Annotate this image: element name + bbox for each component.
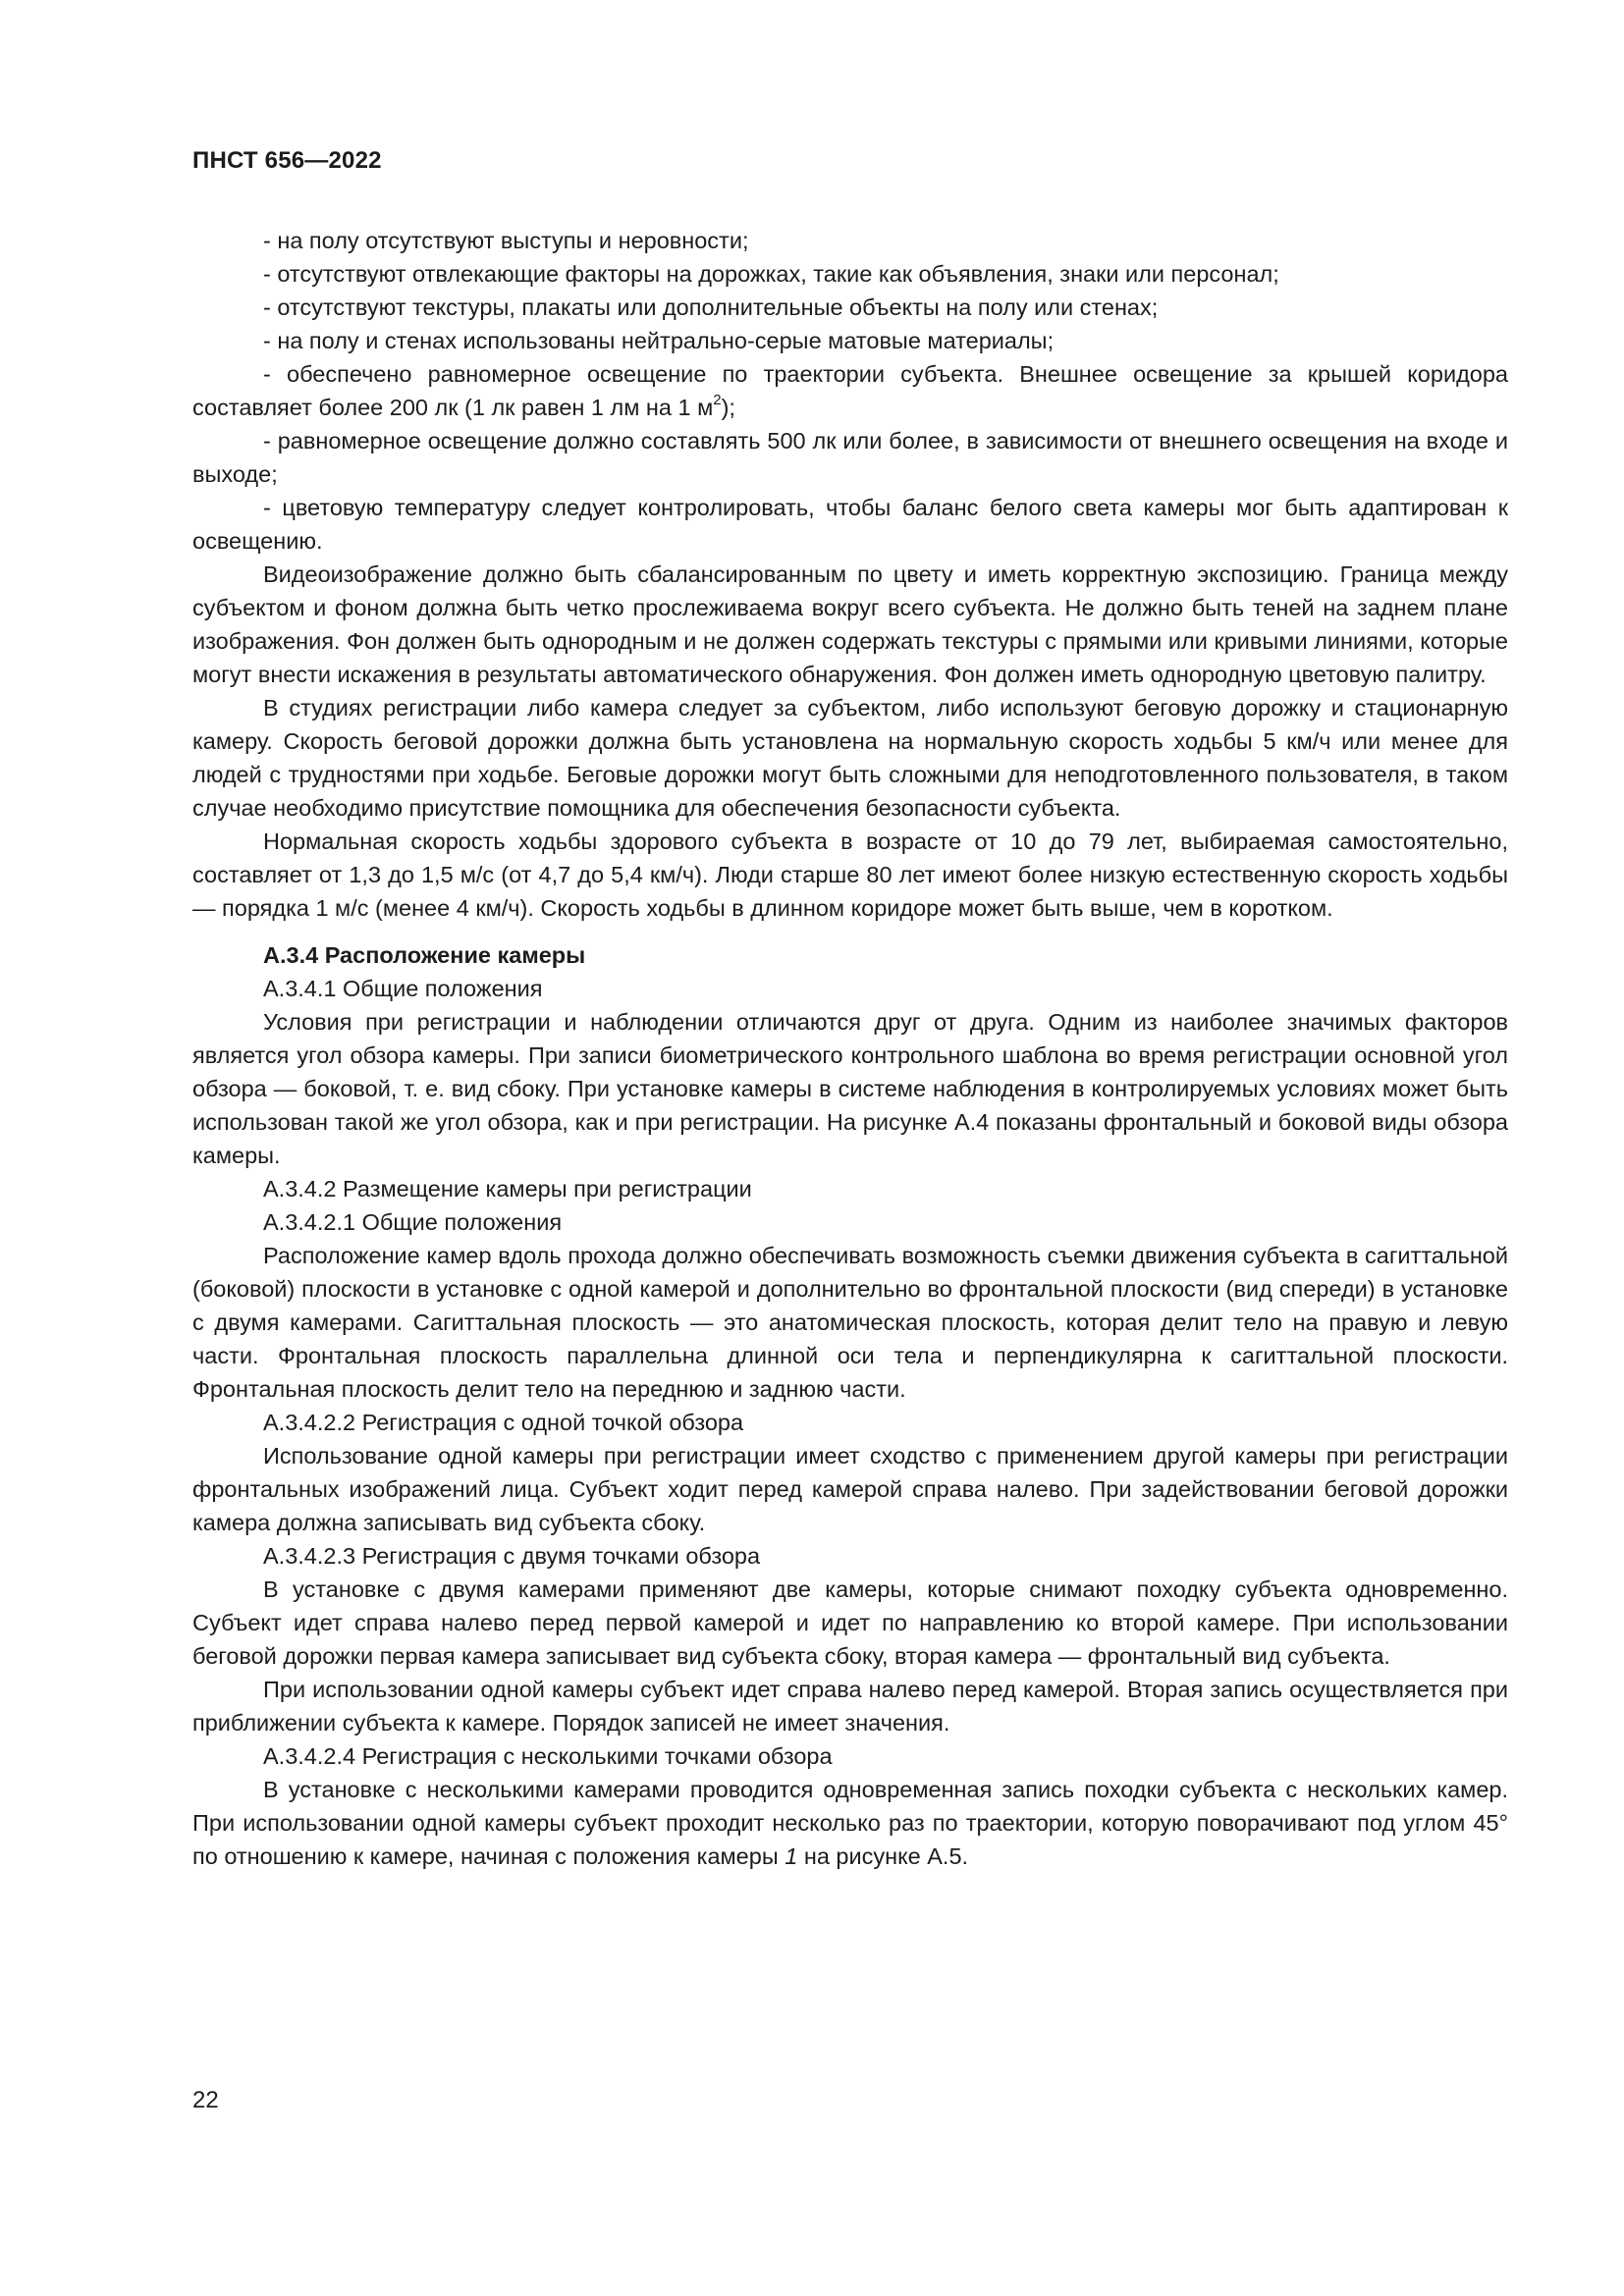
paragraph: Расположение камер вдоль прохода должно обеспечивать возможность съемки движения субъекта в сагиттальной (боковой) плоскости в установке с одной камерой и дополнительно во фронтальной плоскости (вид спереди) в установке с двумя камерами. Сагиттальная плоскость — это анатомическая плоскость, которая делит тело на правую и левую части. Фронтальная плоскость параллельна длинной оси тела и перпендикулярна к сагиттальной плоскости. Фронтальная плоскость делит тело на переднюю и заднюю части. <box>192 1243 1508 1402</box>
list-item: - отсутствуют отвлекающие факторы на дорожках, такие как объявления, знаки или персонал; <box>263 261 1279 287</box>
section-heading: А.3.4 Расположение камеры <box>263 942 586 968</box>
superscript: 2 <box>713 392 722 409</box>
list-item: - цветовую температуру следует контролировать, чтобы баланс белого света камеры мог быть адаптирован к освещению. <box>192 495 1508 554</box>
document-code: ПНСТ 656—2022 <box>192 147 382 174</box>
paragraph: Видеоизображение должно быть сбалансированным по цвету и иметь корректную экспозицию. Граница между субъектом и фоном должна быть четко прослеживаема вокруг всего субъекта. Не должно быть теней на заднем плане изображения. Фон должен быть однородным и не должен содержать текстуры с прямыми или кривыми линиями, которые могут внести искажения в результаты автоматического обнаружения. Фон должен иметь однородную цветовую палитру. <box>192 561 1508 687</box>
paragraph: Нормальная скорость ходьбы здорового субъекта в возрасте от 10 до 79 лет, выбираемая самостоятельно, составляет от 1,3 до 1,5 м/с (от 4,7 до 5,4 км/ч). Люди старше 80 лет имеют более низкую естественную скорость ходьбы — порядка 1 м/с (менее 4 км/ч). Скорость ходьбы в длинном коридоре может быть выше, чем в коротком. <box>192 828 1508 921</box>
page-content <box>192 224 1508 1873</box>
subsection-heading: А.3.4.2 Размещение камеры при регистрации <box>263 1176 752 1201</box>
subsection-heading: А.3.4.1 Общие положения <box>263 976 543 1001</box>
paragraph: При использовании одной камеры субъект идет справа налево перед камерой. Вторая запись осуществляется при приближении субъекта к камере. Порядок записей не имеет значения. <box>192 1677 1508 1735</box>
camera-number: 1 <box>785 1843 798 1869</box>
lighting-text: - обеспечено равномерное освещение по траектории субъекта. Внешнее освещение за крышей коридора составляет более 200 лк (1 лк равен 1 лм на 1 м <box>192 361 1508 420</box>
paragraph: Использование одной камеры при регистрации имеет сходство с применением другой камеры при регистрации фронтальных изображений лица. Субъект ходит перед камерой справа налево. При задействовании беговой дорожки камера должна записывать вид субъекта сбоку. <box>192 1443 1508 1535</box>
paragraph-text: В установке с несколькими камерами проводится одновременная запись походки субъекта с нескольких камер. При использовании одной камеры субъект проходит несколько раз по траектории, которую поворачивают под углом 45° по отношению к камере, начиная с положения камеры <box>192 1777 1508 1869</box>
paragraph: В студиях регистрации либо камера следует за субъектом, либо используют беговую дорожку и стационарную камеру. Скорость беговой дорожки должна быть установлена на нормальную скорость ходьбы 5 км/ч или менее для людей с трудностями при ходьбе. Беговые дорожки могут быть сложными для неподготовленного пользователя, в таком случае необходимо присутствие помощника для обеспечения безопасности субъекта. <box>192 695 1508 821</box>
subsection-heading: А.3.4.2.4 Регистрация с несколькими точками обзора <box>263 1743 833 1769</box>
subsection-heading: А.3.4.2.2 Регистрация с одной точкой обзора <box>263 1410 744 1435</box>
lighting-text-end: ); <box>721 395 735 420</box>
paragraph <box>192 1773 1508 1873</box>
list-item: - на полу отсутствуют выступы и неровности; <box>263 228 749 253</box>
paragraph: Условия при регистрации и наблюдении отличаются друг от друга. Одним из наиболее значимых факторов является угол обзора камеры. При записи биометрического контрольного шаблона во время регистрации основной угол обзора — боковой, т. е. вид сбоку. При установке камеры в системе наблюдения в контролируемых условиях может быть использован такой же угол обзора, как и при регистрации. На рисунке А.4 показаны фронтальный и боковой виды обзора камеры. <box>192 1009 1508 1168</box>
list-item: - на полу и стенах использованы нейтрально-серые матовые материалы; <box>263 328 1055 353</box>
page-number: 22 <box>192 2087 219 2113</box>
list-item-lighting <box>192 357 1508 424</box>
subsection-heading: А.3.4.2.3 Регистрация с двумя точками обзора <box>263 1543 761 1569</box>
list-item: - равномерное освещение должно составлять 500 лк или более, в зависимости от внешнего освещения на входе и выходе; <box>192 428 1508 487</box>
paragraph: В установке с двумя камерами применяют две камеры, которые снимают походку субъекта одновременно. Субъект идет справа налево перед первой камерой и идет по направлению ко второй камере. При использовании беговой дорожки первая камера записывает вид субъекта сбоку, вторая камера — фронтальный вид субъекта. <box>192 1576 1508 1669</box>
paragraph-text-end: на рисунке А.5. <box>797 1843 969 1869</box>
subsection-heading: А.3.4.2.1 Общие положения <box>263 1209 563 1235</box>
list-item: - отсутствуют текстуры, плакаты или дополнительные объекты на полу или стенах; <box>263 294 1159 320</box>
